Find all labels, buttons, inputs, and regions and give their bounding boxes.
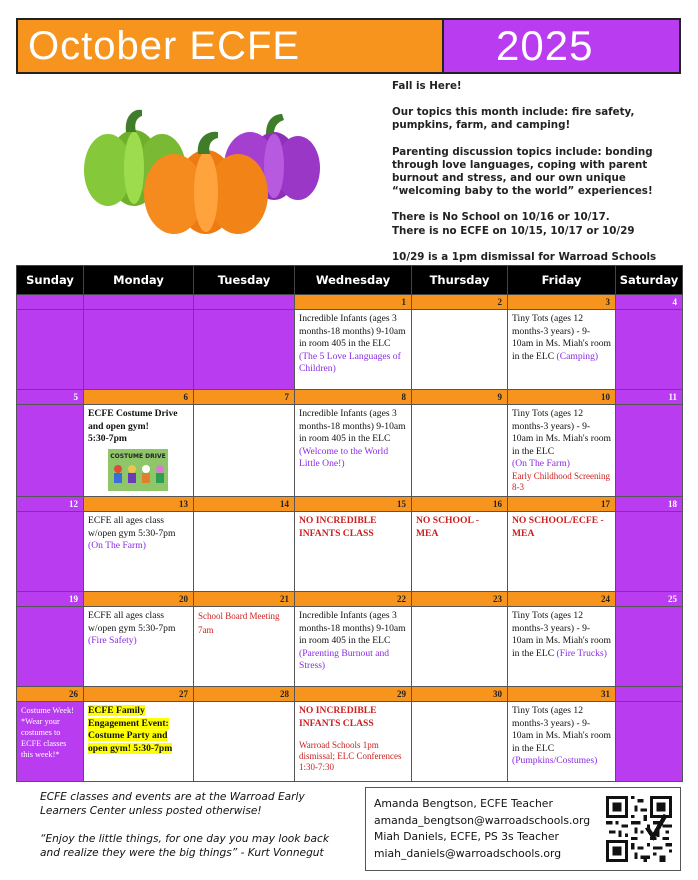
day-cell: [412, 310, 508, 390]
date-row: [17, 295, 683, 310]
day-cell: [616, 511, 683, 591]
day-cell: [17, 405, 84, 497]
date-cell: 13: [84, 496, 194, 511]
weekday-header-row: [17, 266, 683, 295]
date-cell: 21: [194, 591, 295, 606]
day-cell: [17, 606, 84, 686]
costume-drive-caption: COSTUME DRIVE: [110, 452, 166, 460]
event-topic: (On The Farm): [512, 458, 570, 470]
costume-week-note: Costume Week! *Wear your costumes to ECFE classes this week!*: [21, 705, 74, 759]
event-cancel: NO INCREDIBLE INFANTS CLASS: [299, 704, 377, 729]
date-cell: 18: [616, 496, 683, 511]
costume-drive-image: [108, 449, 168, 491]
intro-line: Parenting discussion topics include: bonding through love languages, coping with parent burnout and stress, and our own unique “welcoming baby to the world” experiences!: [392, 145, 653, 198]
date-cell: 11: [616, 390, 683, 405]
location-note: ECFE classes and events are at the Warroad Early Learners Center unless posted otherwise!: [40, 791, 305, 817]
event-topic: (Parenting Burnout and Stress): [299, 647, 390, 672]
date-cell: 20: [84, 591, 194, 606]
date-row: [17, 591, 683, 606]
qr-code-icon[interactable]: [606, 796, 672, 862]
event-topic: (The 5 Love Languages of Children): [299, 350, 401, 375]
date-cell: 1: [295, 295, 412, 310]
event-text: Tiny Tots (ages 12 months-3 years) - 9-10am in Ms. Miah's room in the ELC: [512, 704, 611, 754]
day-cell: [295, 701, 412, 781]
event-cancel: NO SCHOOL - MEA: [416, 514, 479, 539]
event-time: 5:30-7pm: [88, 433, 127, 445]
intro-line: There is No School on 10/16 or 10/17.: [392, 211, 610, 224]
weekday-tuesday: Tuesday: [194, 266, 295, 295]
date-cell: 29: [295, 686, 412, 701]
date-cell: 26: [17, 686, 84, 701]
date-cell: 14: [194, 496, 295, 511]
day-cell: [508, 405, 616, 497]
event-note: Warroad Schools 1pm dismissal; ELC Conferences 1:30-7:30: [299, 740, 402, 773]
day-cell: [17, 701, 84, 781]
date-cell: 23: [412, 591, 508, 606]
date-cell: 30: [412, 686, 508, 701]
contact-name: Miah Daniels, ECFE, PS 3s Teacher: [374, 830, 559, 843]
event-title: ECFE Family Engagement Event: Costume Party and open gym! 5:30-7pm: [88, 704, 173, 754]
date-cell: [616, 686, 683, 701]
day-cell: [84, 405, 194, 497]
footer-notes: [40, 790, 350, 860]
date-cell: 15: [295, 496, 412, 511]
quote: “Enjoy the little things, for one day you may look back and realize they were the big things” - Kurt Vonnegut: [40, 833, 329, 859]
date-cell: 16: [412, 496, 508, 511]
day-cell: [194, 511, 295, 591]
date-cell: [17, 295, 84, 310]
day-cell: [194, 405, 295, 497]
event-text: ECFE all ages class w/open gym 5:30-7pm: [88, 609, 176, 634]
date-cell: 27: [84, 686, 194, 701]
date-cell: 10: [508, 390, 616, 405]
event-topic: (Fire Trucks): [556, 647, 607, 659]
day-cell: [412, 511, 508, 591]
day-cell: [84, 310, 194, 390]
event-row: [17, 606, 683, 686]
date-cell: 22: [295, 591, 412, 606]
date-cell: 8: [295, 390, 412, 405]
date-cell: 4: [616, 295, 683, 310]
event-cancel: NO SCHOOL/ECFE - MEA: [512, 514, 604, 539]
event-cancel: NO INCREDIBLE INFANTS CLASS: [299, 514, 377, 539]
event-note: Early Childhood Screening 8-3: [512, 470, 610, 492]
event-text: Incredible Infants (ages 3 months-18 months) 9-10am in room 405 in the ELC: [299, 609, 406, 647]
weekday-monday: Monday: [84, 266, 194, 295]
event-topic: (Camping): [556, 350, 599, 362]
day-cell: [616, 606, 683, 686]
event-text: Incredible Infants (ages 3 months-18 months) 9-10am in room 405 in the ELC: [299, 408, 406, 445]
day-cell: [84, 701, 194, 781]
year-title: 2025: [444, 20, 679, 72]
intro-line: There is no ECFE on 10/15, 10/17 or 10/29: [392, 224, 635, 237]
event-text: Incredible Infants (ages 3 months-18 months) 9-10am in room 405 in the ELC: [299, 313, 406, 350]
contact-email[interactable]: miah_daniels@warroadschools.org: [374, 846, 562, 860]
day-cell: [412, 701, 508, 781]
intro-line: Our topics this month include: fire safety, pumpkins, farm, and camping!: [392, 106, 635, 132]
date-row: [17, 686, 683, 701]
event-text: ECFE all ages class w/open gym 5:30-7pm: [88, 514, 176, 539]
date-row: [17, 496, 683, 511]
event-topic: (Fire Safety): [88, 635, 137, 647]
event-text: Tiny Tots (ages 12 months-3 years) - 9-10am in Ms. Miah's room in the ELC: [512, 313, 611, 362]
event-row: [17, 511, 683, 591]
event-topic: (Welcome to the World Little One!): [299, 445, 389, 470]
weekday-saturday: Saturday: [616, 266, 683, 295]
weekday-thursday: Thursday: [412, 266, 508, 295]
date-cell: 6: [84, 390, 194, 405]
date-cell: 19: [17, 591, 84, 606]
contact-email[interactable]: amanda_bengtson@warroadschools.org: [374, 813, 591, 827]
date-cell: 12: [17, 496, 84, 511]
event-row: [17, 701, 683, 781]
date-cell: [84, 295, 194, 310]
day-cell: [295, 606, 412, 686]
date-cell: 7: [194, 390, 295, 405]
event-topic: (On The Farm): [88, 540, 146, 552]
day-cell: [17, 310, 84, 390]
day-cell: [508, 310, 616, 390]
day-cell: [616, 701, 683, 781]
pumpkins-illustration: [78, 108, 330, 238]
day-cell: [194, 606, 295, 686]
event-text: Tiny Tots (ages 12 months-3 years) - 9-10am in Ms. Miah's room in the ELC: [512, 408, 611, 457]
day-cell: [84, 511, 194, 591]
day-cell: [412, 606, 508, 686]
intro-notes: [392, 80, 692, 264]
date-cell: 28: [194, 686, 295, 701]
day-cell: [508, 606, 616, 686]
day-cell: [194, 701, 295, 781]
day-cell: [508, 701, 616, 781]
day-cell: [295, 310, 412, 390]
event-row: [17, 405, 683, 497]
date-cell: 17: [508, 496, 616, 511]
intro-line: Fall is Here!: [392, 80, 462, 92]
event-row: [17, 310, 683, 390]
month-header: [16, 18, 681, 74]
intro-line: 10/29 is a 1pm dismissal for Warroad Schools: [392, 250, 657, 263]
date-cell: [194, 295, 295, 310]
event-note: School Board Meeting 7am: [198, 610, 280, 635]
weekday-wednesday: Wednesday: [295, 266, 412, 295]
day-cell: [295, 405, 412, 497]
date-cell: 24: [508, 591, 616, 606]
date-row: [17, 390, 683, 405]
contact-name: Amanda Bengtson, ECFE Teacher: [374, 797, 553, 810]
date-cell: 3: [508, 295, 616, 310]
date-cell: 2: [412, 295, 508, 310]
date-cell: 31: [508, 686, 616, 701]
day-cell: [295, 511, 412, 591]
day-cell: [412, 405, 508, 497]
weekday-friday: Friday: [508, 266, 616, 295]
day-cell: [616, 310, 683, 390]
date-cell: 25: [616, 591, 683, 606]
date-cell: 9: [412, 390, 508, 405]
weekday-sunday: Sunday: [17, 266, 84, 295]
day-cell: [194, 310, 295, 390]
event-title: ECFE Costume Drive and open gym!: [88, 408, 178, 432]
day-cell: [84, 606, 194, 686]
date-cell: 5: [17, 390, 84, 405]
month-title: October ECFE: [18, 20, 444, 72]
day-cell: [508, 511, 616, 591]
event-topic: (Pumpkins/Costumes): [512, 755, 598, 767]
contact-box: [365, 787, 681, 871]
october-calendar: [16, 265, 683, 782]
day-cell: [616, 405, 683, 497]
day-cell: [17, 511, 84, 591]
event-text: Tiny Tots (ages 12 months-3 years) - 9-10am in Ms. Miah's room in the ELC: [512, 609, 611, 659]
